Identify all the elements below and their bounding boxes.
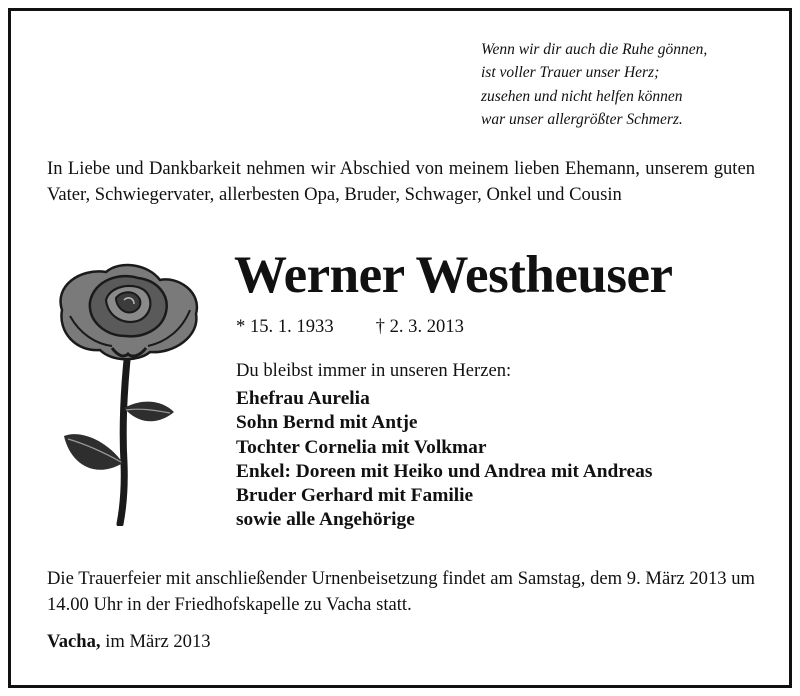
family-member: Ehefrau Aurelia <box>236 388 370 409</box>
poem-line: Wenn wir dir auch die Ruhe gönnen, <box>481 41 708 58</box>
poem-line: war unser allergrößter Schmerz. <box>481 111 683 129</box>
birth-date: * 15. 1. 1933 <box>236 316 334 337</box>
place-date <box>47 630 211 654</box>
family-member: Sohn Bernd mit Antje <box>236 412 418 434</box>
rose-icon <box>50 258 210 526</box>
life-dates <box>236 316 464 338</box>
heart-line: Du bleibst immer in unseren Herzen: <box>236 360 512 381</box>
family-member: Bruder Gerhard mit Familie <box>236 485 474 507</box>
poem-line: zusehen und nicht helfen können <box>481 87 683 105</box>
poem-line: ist voller Trauer unser Herz; <box>481 64 660 82</box>
poem <box>481 38 781 132</box>
family-list <box>236 387 652 533</box>
family-member: Enkel: Doreen mit Heiko und Andrea mit Andreas <box>236 460 653 482</box>
family-member: sowie alle Angehörige <box>236 509 415 531</box>
death-date: † 2. 3. 2013 <box>375 316 464 337</box>
place: Vacha, <box>47 631 101 652</box>
deceased-name: Werner Westheuser <box>234 246 673 304</box>
date: im März 2013 <box>105 631 211 652</box>
service-info: Die Trauerfeier mit anschließender Urnenbeisetzung findet am Samstag, dem 9. März 2013 um 14.00 Uhr in der Friedhofskapelle zu Vacha statt. <box>47 568 755 615</box>
family-member: Tochter Cornelia mit Volkmar <box>236 436 487 458</box>
intro-text: In Liebe und Dankbarkeit nehmen wir Abschied von meinem lieben Ehemann, unserem guten Vater, Schwiegervater, allerbesten Opa, Bruder, Schwager, Onkel und Cousin <box>47 158 755 205</box>
